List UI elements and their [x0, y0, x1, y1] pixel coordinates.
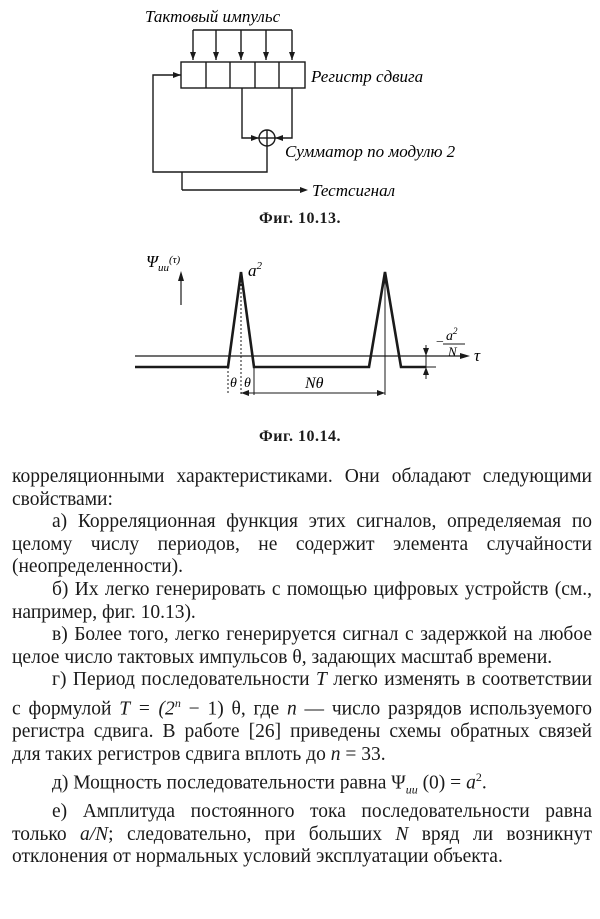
body-text [12, 466, 592, 869]
property-a: а) Корреляционная функция этих сигналов, определяемая по целому числу периодов, не содержит элемента случайности (неопределенности). [12, 511, 592, 578]
adder-output-line [182, 146, 267, 172]
theta-left-label: θ [230, 376, 237, 391]
period-label: Nθ [305, 375, 324, 392]
shift-register-diagram [0, 0, 600, 230]
property-e: е) Амплитуда постоянного тока последовательности равна только a/N; следовательно, при больших N вряд ли возникнут отклонения от нормальных условий эксплуатации объекта. [12, 801, 592, 868]
peak-label: $a^2$ [248, 260, 262, 280]
theta-right-label: θ [244, 376, 251, 391]
svg-text:−: − [436, 335, 444, 350]
test-signal-label: Тестсигнал [312, 181, 396, 200]
tap-line-left [242, 88, 259, 138]
x-axis-label: τ [474, 346, 481, 365]
offset-numerator: $a^2$ [446, 326, 458, 344]
adder-label: Сумматор по модулю 2 [285, 142, 456, 161]
autocorrelation-plot [0, 245, 600, 415]
feedback-loop-line [153, 75, 182, 172]
figure-caption-10-13: Фиг. 10.13. [259, 210, 341, 227]
property-g: г) Период последовательности T легко изменять в соответствии с формулой $T = (2^n - 1)$ θ, где n — число разрядов используемого регистра сдвига. В работе [26] приведены схемы обратных связей для таких регистров сдвига вплоть до n = 33. [12, 669, 593, 765]
tap-line-right [275, 88, 292, 138]
intro-paragraph: корреляционными характеристиками. Они обладают следующими свойствами: [12, 466, 592, 510]
property-d: д) Мощность последовательности равна $\Psi_{uu}$ $(0) = a^2$. [52, 770, 487, 797]
clock-pulse-label: Тактовый импульс [145, 7, 281, 26]
figure-caption-10-14: Фиг. 10.14. [259, 428, 341, 445]
property-v: в) Более того, легко генерируется сигнал с задержкой на любое целое число тактовых импульсов θ, задающих масштаб времени. [12, 624, 592, 668]
autocorrelation-curve [135, 272, 426, 367]
shift-register-box [181, 62, 305, 88]
shift-register-label: Регистр сдвига [311, 67, 424, 86]
offset-denominator: N [448, 344, 457, 359]
y-axis-label: $\Psi_{uu}^{(\tau)}$ [146, 252, 181, 274]
property-b: б) Их легко генерировать с помощью цифровых устройств (см., например, фиг. 10.13). [12, 578, 592, 623]
